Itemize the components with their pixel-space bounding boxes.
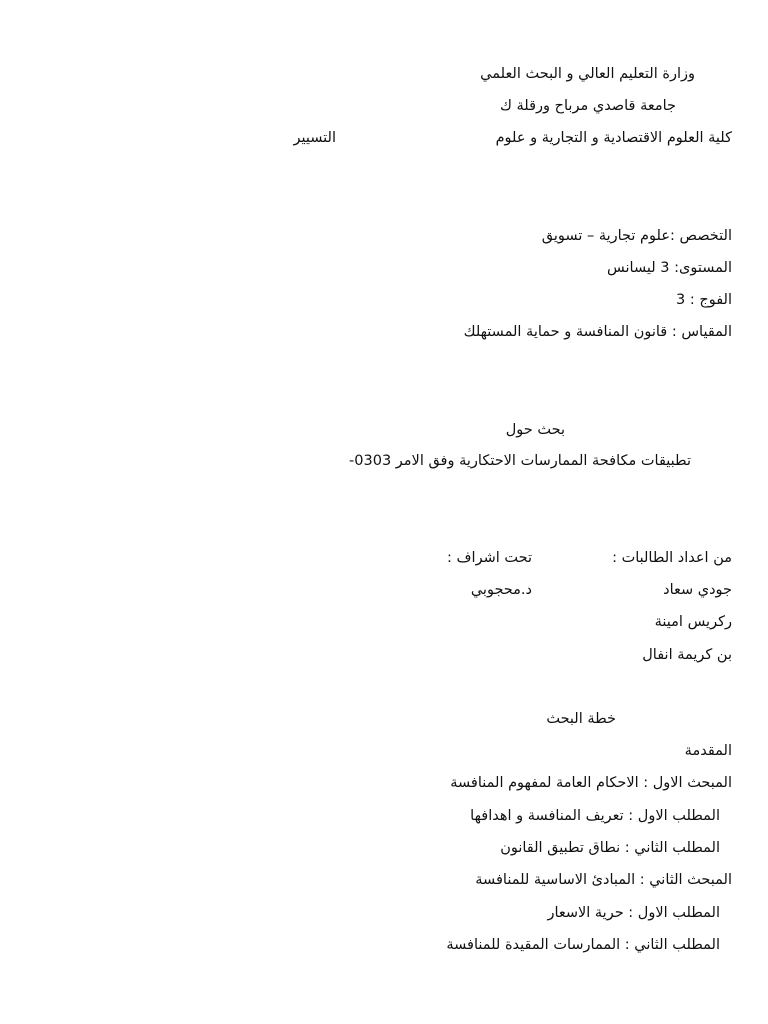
plan-item: المقدمة [684, 743, 732, 759]
student-name: بن كريمة انفال [642, 647, 732, 663]
plan-item: المطلب الاول : حرية الاسعار [547, 905, 720, 921]
specialty-line: التخصص :علوم تجارية – تسويق [541, 228, 732, 244]
research-title: تطبيقات مكافحة الممارسات الاحتكارية وفق الامر 0303- [349, 453, 691, 469]
group-line: الفوج : 3 [676, 292, 732, 308]
plan-item: المطلب الثاني : نطاق تطبيق القانون [500, 840, 720, 856]
student-name: جودي سعاد [663, 582, 732, 598]
supervisor-name: د.محجوبي [470, 582, 532, 598]
plan-item: المبحث الاول : الاحكام العامة لمفهوم المنافسة [450, 775, 732, 791]
ministry-line: وزارة التعليم العالي و البحث العلمي [480, 66, 695, 82]
supervisor-label: تحت اشراف : [447, 550, 532, 566]
university-line: جامعة قاصدي مرباح ورقلة ك [499, 98, 676, 114]
plan-title: خطة البحث [546, 711, 616, 727]
research-intro: بحث حول [505, 422, 565, 438]
plan-item: المطلب الاول : تعريف المنافسة و اهدافها [470, 808, 720, 824]
student-name: ركريس امينة [654, 614, 732, 630]
prepared-by-label: من اعداد الطالبات : [612, 550, 732, 566]
module-line: المقياس : قانون المنافسة و حماية المستهلك [463, 324, 732, 340]
faculty-line-tail: التسيير [293, 130, 336, 146]
faculty-line: كلية العلوم الاقتصادية و التجارية و علوم [495, 130, 732, 146]
plan-item: المطلب الثاني : الممارسات المقيدة للمنافسة [446, 937, 720, 953]
plan-item: المبحث الثاني : المبادئ الاساسية للمنافسة [475, 872, 732, 888]
level-line: المستوى: 3 ليسانس [607, 260, 732, 276]
